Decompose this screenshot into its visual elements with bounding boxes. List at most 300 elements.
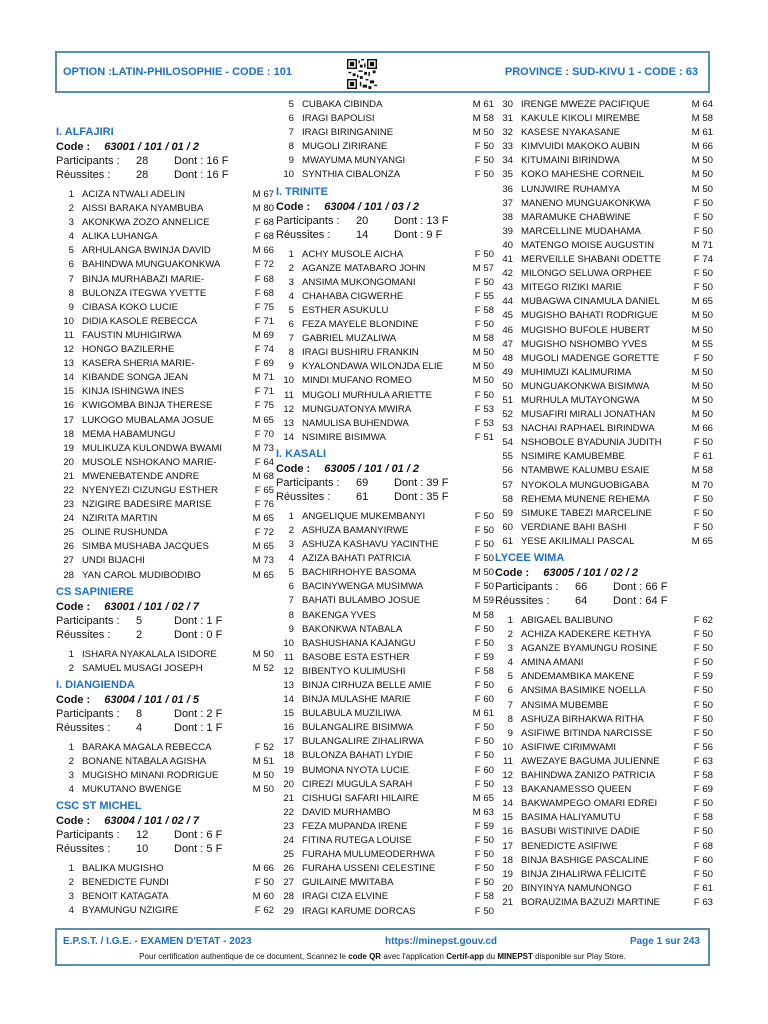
- school-code: [56, 814, 284, 828]
- list-item: [495, 868, 723, 882]
- list-item: [495, 140, 723, 154]
- student-name: MILONGO SELUWA ORPHEE: [521, 268, 652, 280]
- student-name: UNDI BIJACHI: [82, 555, 145, 567]
- student-number: 50: [502, 380, 513, 392]
- student-name: BASUBI WISTINIVE DADIE: [521, 826, 640, 838]
- list-item: [276, 637, 504, 651]
- list-item: [495, 394, 723, 408]
- student-number: 6: [68, 259, 74, 271]
- stat-count: 69: [356, 476, 369, 489]
- student-number: 13: [283, 680, 294, 691]
- code-label: Code :: [495, 567, 530, 579]
- student-number: 6: [288, 319, 294, 331]
- code-value: 63004 / 101 / 01 / 5: [104, 693, 200, 706]
- student-grade: F 50: [693, 282, 713, 294]
- student-name: MUSOLE NSHOKANO MARIE-: [82, 456, 217, 468]
- student-name: BAKENGA YVES: [302, 609, 376, 621]
- student-name: BULANGALIRE BISIMWA: [302, 722, 414, 734]
- student-name: KYALONDAWA WILONJDA ELIE: [302, 361, 443, 373]
- list-item: [56, 498, 284, 512]
- student-number: 30: [502, 99, 513, 110]
- stat-female: Dont : 1 F: [174, 721, 223, 734]
- student-grade: F 50: [474, 319, 494, 331]
- student-name: ESTHER ASUKULU: [302, 304, 389, 316]
- student-name: ANGELIQUE MUKEMBANYI: [302, 510, 426, 522]
- student-grade: F 50: [693, 197, 713, 209]
- list-item: [495, 535, 723, 549]
- list-item: [276, 126, 504, 140]
- school-name: I. DIANGIENDA: [56, 678, 135, 691]
- student-name: BULONZA ITEGWA YVETTE: [82, 287, 207, 299]
- stat-female: Dont : 9 F: [394, 228, 443, 241]
- student-grade: M 65: [691, 535, 713, 547]
- student-name: BUMONA NYOTA LUCIE: [302, 764, 409, 776]
- student-grade: F 50: [693, 507, 713, 519]
- student-number: 8: [507, 713, 513, 725]
- list-item: [495, 239, 723, 253]
- stat-label: Participants :: [56, 707, 120, 720]
- list-item: [56, 442, 284, 456]
- student-grade: M 50: [252, 770, 274, 781]
- student-grade: M 63: [472, 806, 494, 818]
- student-name: MARAMUKE CHABWINE: [521, 211, 631, 223]
- school-code: [276, 200, 504, 214]
- student-grade: M 50: [252, 784, 274, 796]
- student-number: 4: [68, 784, 74, 796]
- list-item: [56, 648, 284, 662]
- list-item: [56, 783, 284, 797]
- student-name: YAN CAROL MUDIBODIBO: [82, 569, 201, 581]
- student-number: 11: [503, 755, 513, 767]
- student-number: 14: [502, 798, 513, 810]
- student-number: 18: [283, 750, 294, 762]
- student-name: BENOIT KATAGATA: [82, 891, 169, 903]
- student-number: 7: [68, 273, 74, 285]
- student-number: 35: [502, 169, 513, 181]
- student-name: BASIMA HALIYAMUTU: [521, 812, 621, 824]
- list-item: [56, 371, 284, 385]
- website-link[interactable]: https://minepst.gouv.cd: [385, 936, 498, 947]
- student-grade: M 65: [252, 569, 274, 581]
- list-item: [495, 493, 723, 507]
- student-number: 22: [283, 806, 294, 818]
- stat-count: 20: [356, 214, 369, 227]
- student-name: NSHOBOLE BYADUNIA JUDITH: [521, 437, 662, 449]
- student-number: 13: [283, 417, 294, 429]
- student-name: ANSIMA MUBEMBE: [521, 699, 609, 711]
- student-grade: M 50: [691, 394, 713, 406]
- student-name: CUBAKA CIBINDA: [302, 99, 383, 110]
- student-number: 1: [507, 615, 513, 626]
- student-number: 7: [288, 595, 294, 607]
- student-grade: F 63: [693, 896, 713, 908]
- student-number: 22: [63, 484, 74, 496]
- list-item: [495, 183, 723, 197]
- student-grade: F 50: [693, 437, 713, 449]
- student-number: 23: [283, 820, 294, 832]
- list-item: [56, 301, 284, 315]
- student-name: MUGISHO MINANI RODRIGUE: [82, 770, 219, 781]
- list-item: [495, 825, 723, 839]
- student-name: MUGISHO BUFOLE HUBERT: [521, 324, 650, 336]
- list-item: [56, 428, 284, 442]
- student-name: NAMULISA BUHENDWA: [302, 417, 409, 429]
- student-name: MITEGO RIZIKI MARIE: [521, 282, 622, 294]
- student-name: DAVID MURHAMBO: [302, 806, 391, 818]
- student-number: 13: [502, 784, 513, 796]
- list-item: [495, 281, 723, 295]
- student-number: 10: [283, 637, 294, 649]
- student-grade: F 68: [254, 217, 274, 229]
- list-item: [276, 806, 504, 820]
- stat-participants: [56, 707, 284, 721]
- student-number: 38: [502, 211, 513, 223]
- student-grade: F 50: [474, 141, 494, 153]
- list-item: [495, 741, 723, 755]
- list-item: [276, 403, 504, 417]
- stat-label: Réussites :: [56, 628, 111, 641]
- list-item: [276, 609, 504, 623]
- code-label: Code :: [276, 462, 311, 475]
- student-grade: F 59: [474, 820, 494, 832]
- stat-label: Réussites :: [56, 169, 111, 181]
- student-number: 23: [63, 499, 74, 511]
- list-item: [495, 380, 723, 394]
- list-item: [495, 154, 723, 168]
- student-grade: F 59: [474, 651, 494, 663]
- student-grade: M 50: [691, 380, 713, 392]
- list-item: [56, 904, 284, 918]
- list-item: [495, 309, 723, 323]
- student-name: ACHY MUSOLE AICHA: [302, 248, 404, 260]
- school-name: CSC ST MICHEL: [56, 800, 142, 813]
- student-name: BAHATI BULAMBO JOSUE: [302, 595, 421, 607]
- student-name: NSIMIRE KAMUBEMBE: [521, 451, 625, 463]
- column-1: [56, 123, 284, 919]
- list-item: [495, 507, 723, 521]
- student-name: MUGOLI ZIRIRANE: [302, 141, 388, 153]
- student-grade: M 68: [252, 470, 274, 482]
- student-number: 8: [288, 347, 294, 359]
- student-name: MWENEBATENDE ANDRE: [82, 470, 200, 482]
- student-grade: F 50: [693, 868, 713, 880]
- stat-reussites: [56, 721, 284, 735]
- list-item: [495, 656, 723, 670]
- student-grade: M 61: [472, 99, 494, 110]
- student-name: HONGO BAZILERHE: [82, 344, 175, 356]
- stat-female: Dont : 2 F: [174, 707, 223, 720]
- student-name: ARHULANGA BWINJA DAVID: [82, 245, 211, 257]
- code-value: 63004 / 101 / 03 / 2: [324, 200, 420, 213]
- student-number: 48: [502, 352, 513, 364]
- student-grade: F 58: [474, 304, 494, 316]
- list-item: [495, 225, 723, 239]
- list-item: [495, 769, 723, 783]
- list-item: [56, 287, 284, 301]
- stat-female: Dont : 6 F: [174, 829, 223, 842]
- student-grade: M 58: [691, 113, 713, 125]
- student-name: AGANZE MATABARO JOHN: [302, 262, 426, 274]
- list-item: [276, 848, 504, 862]
- list-item: [276, 890, 504, 904]
- stat-female: Dont : 39 F: [394, 476, 449, 489]
- list-item: [276, 566, 504, 580]
- list-item: [495, 811, 723, 825]
- student-grade: F 53: [474, 417, 494, 429]
- province-title: PROVINCE : SUD-KIVU 1 - CODE : 63: [504, 66, 698, 78]
- student-name: ASIFIWE BITINDA NARCISSE: [521, 727, 653, 739]
- list-item: [276, 510, 504, 524]
- student-name: BASHUSHANA KAJANGU: [302, 637, 416, 649]
- student-grade: M 65: [252, 414, 274, 426]
- student-number: 27: [63, 555, 74, 567]
- student-grade: F 61: [693, 451, 713, 463]
- student-grade: F 50: [474, 750, 494, 762]
- list-item: [276, 778, 504, 792]
- student-name: KWIGOMBA BINJA THERESE: [82, 400, 213, 412]
- student-name: VERDIANE BAHI BASHI: [521, 521, 627, 533]
- student-number: 1: [288, 510, 294, 522]
- list-item: [56, 862, 284, 876]
- student-grade: F 50: [474, 581, 494, 593]
- student-number: 25: [283, 849, 294, 861]
- stat-count: 8: [136, 707, 143, 720]
- student-number: 5: [288, 99, 294, 110]
- student-name: FITINA RUTEGA LOUISE: [302, 835, 412, 847]
- student-number: 9: [288, 361, 294, 373]
- list-item: [276, 623, 504, 637]
- student-number: 5: [288, 304, 294, 316]
- student-number: 26: [63, 541, 74, 553]
- stat-count: 10: [136, 843, 149, 856]
- student-number: 43: [502, 282, 513, 294]
- student-grade: F 50: [693, 699, 713, 711]
- student-name: ALIKA LUHANGA: [82, 231, 158, 243]
- list-item: [276, 360, 504, 374]
- student-number: 13: [63, 358, 74, 370]
- student-number: 53: [502, 423, 513, 435]
- list-item: [56, 540, 284, 554]
- student-name: MUGISHO BAHATI RODRIGUE: [521, 310, 658, 322]
- code-value: 63005 / 101 / 01 / 2: [324, 462, 420, 475]
- student-grade: F 75: [254, 400, 274, 412]
- stat-female: Dont : 64 F: [613, 595, 668, 607]
- list-item: [276, 594, 504, 608]
- stat-label: Participants :: [276, 214, 340, 227]
- student-name: MARCELLINE MUDAHAMA: [521, 225, 641, 237]
- student-name: MERVEILLE SHABANI ODETTE: [521, 254, 662, 266]
- student-number: 37: [502, 197, 513, 209]
- student-name: ANSIMA MUKONGOMANI: [302, 276, 416, 288]
- student-number: 7: [288, 127, 294, 139]
- student-grade: M 61: [472, 708, 494, 720]
- student-grade: F 50: [693, 225, 713, 237]
- stat-count: 28: [136, 169, 149, 181]
- student-name: MINDI MUFANO ROMEO: [302, 375, 412, 387]
- list-item: [276, 876, 504, 890]
- student-grade: F 72: [254, 259, 274, 271]
- student-number: 12: [283, 665, 294, 677]
- student-number: 12: [63, 344, 74, 356]
- list-item: [276, 764, 504, 778]
- student-name: ACHIZA KADEKERE KETHYA: [521, 629, 651, 641]
- student-grade: M 73: [252, 555, 274, 567]
- list-item: [276, 792, 504, 806]
- student-grade: F 60: [693, 854, 713, 866]
- student-number: 9: [507, 727, 513, 739]
- student-number: 46: [502, 324, 513, 336]
- student-name: BORAUZIMA BAZUZI MARTINE: [521, 896, 660, 908]
- list-item: [276, 524, 504, 538]
- list-item: [56, 273, 284, 287]
- list-item: [276, 905, 504, 919]
- list-item: [56, 258, 284, 272]
- list-item: [56, 188, 284, 202]
- student-number: 54: [502, 437, 513, 449]
- student-name: MEMA HABAMUNGU: [82, 428, 176, 440]
- student-number: 21: [283, 792, 294, 804]
- student-number: 2: [68, 662, 74, 674]
- student-grade: M 71: [252, 372, 274, 384]
- list-item: [56, 755, 284, 769]
- student-grade: M 60: [252, 891, 274, 903]
- list-item: [495, 614, 723, 628]
- student-number: 39: [502, 225, 513, 237]
- student-grade: M 66: [252, 245, 274, 257]
- student-name: MUSAFIRI MIRALI JONATHAN: [521, 409, 656, 421]
- student-name: MUKUTANO BWENGE: [82, 784, 182, 796]
- list-item: [56, 876, 284, 890]
- school-name: I. TRINITE: [276, 185, 328, 198]
- exam-label: E.P.S.T. / I.G.E. - EXAMEN D'ETAT - 2023: [63, 936, 252, 947]
- student-grade: F 50: [474, 389, 494, 401]
- student-number: 15: [63, 386, 74, 398]
- list-item: [495, 783, 723, 797]
- student-number: 51: [502, 394, 513, 406]
- school-code: [276, 462, 504, 476]
- student-grade: M 50: [691, 183, 713, 195]
- list-item: [276, 820, 504, 834]
- list-item: [276, 749, 504, 763]
- list-item: [56, 470, 284, 484]
- student-name: IRAGI BIRINGANINE: [302, 127, 394, 139]
- student-grade: F 68: [693, 840, 713, 852]
- list-item: [276, 834, 504, 848]
- student-name: MUHIMUZI KALIMURIMA: [521, 366, 632, 378]
- list-item: [56, 741, 284, 755]
- student-name: NACHAI RAPHAEL BIRINDWA: [521, 423, 655, 435]
- list-item: [495, 882, 723, 896]
- code-value: 63005 / 101 / 02 / 2: [543, 567, 639, 579]
- list-item: [56, 569, 284, 583]
- student-name: BAKWAMPEGO OMARI EDREI: [521, 798, 658, 810]
- student-name: NZIRITA MARTIN: [82, 513, 158, 525]
- stat-label: Participants :: [56, 614, 120, 627]
- student-grade: F 60: [474, 694, 494, 706]
- list-item: [276, 154, 504, 168]
- student-grade: F 50: [474, 680, 494, 691]
- code-label: Code :: [56, 141, 91, 153]
- student-name: BINJA CIRHUZA BELLE AMIE: [302, 680, 432, 691]
- stat-reussites: [56, 628, 284, 642]
- student-name: FURAHA MULUMEODERHWA: [302, 849, 435, 861]
- student-number: 8: [288, 141, 294, 153]
- student-name: BIBENTYO KULIMUSHI: [302, 665, 406, 677]
- student-number: 5: [288, 567, 294, 579]
- student-number: 6: [288, 113, 294, 125]
- student-grade: F 50: [474, 736, 494, 748]
- student-number: 3: [68, 770, 74, 781]
- student-grade: F 56: [693, 741, 713, 753]
- list-item: [56, 414, 284, 428]
- student-grade: F 53: [474, 403, 494, 415]
- student-grade: M 58: [472, 113, 494, 125]
- list-item: [56, 484, 284, 498]
- student-name: SIMUKE TABEZI MARCELINE: [521, 507, 652, 519]
- list-item: [276, 431, 504, 445]
- student-name: NYOKOLA MUNGUOBIGABA: [521, 479, 649, 491]
- student-number: 59: [502, 507, 513, 519]
- student-name: CISHUGI SAFARI HILAIRE: [302, 792, 419, 804]
- list-item: [495, 755, 723, 769]
- list-item: [495, 211, 723, 225]
- school-code: [56, 600, 284, 614]
- student-number: 4: [288, 290, 294, 302]
- student-number: 20: [502, 882, 513, 894]
- code-label: Code :: [56, 600, 91, 613]
- student-name: BAKONKWA NTABALA: [302, 623, 403, 635]
- column-2: [276, 98, 504, 919]
- list-item: [495, 797, 723, 811]
- student-number: 29: [283, 905, 294, 917]
- list-item: [276, 389, 504, 403]
- student-number: 3: [68, 891, 74, 903]
- stat-participants: [495, 580, 723, 594]
- student-name: ACIZA NTWALI ADELIN: [82, 189, 186, 200]
- student-number: 33: [502, 141, 513, 153]
- page-header: [55, 51, 710, 93]
- student-name: BACINYWENGA MUSIMWA: [302, 581, 424, 593]
- student-number: 57: [502, 479, 513, 491]
- list-item: [276, 693, 504, 707]
- student-number: 32: [502, 127, 513, 139]
- list-item: [56, 890, 284, 904]
- stat-count: 61: [356, 490, 369, 503]
- stat-female: Dont : 1 F: [174, 614, 223, 627]
- student-number: 17: [283, 736, 294, 748]
- student-grade: F 65: [254, 484, 274, 496]
- student-name: LUKOGO MUBALAMA JOSUE: [82, 414, 214, 426]
- student-name: FEZA MUPANDA IRENE: [302, 820, 408, 832]
- student-name: CIBASA KOKO LUCIE: [82, 301, 178, 313]
- student-grade: M 50: [472, 375, 494, 387]
- student-name: KOKO MAHESHE CORNEIL: [521, 169, 645, 181]
- student-number: 25: [63, 527, 74, 539]
- list-item: [276, 580, 504, 594]
- list-item: [56, 343, 284, 357]
- list-item: [495, 896, 723, 910]
- student-grade: M 57: [472, 262, 494, 274]
- student-name: KIBANDE SONGA JEAN: [82, 372, 189, 384]
- student-number: 55: [502, 451, 513, 463]
- stat-label: Réussites :: [56, 721, 111, 734]
- list-item: [276, 721, 504, 735]
- code-value: 63004 / 101 / 02 / 7: [104, 815, 200, 828]
- student-grade: F 75: [254, 301, 274, 313]
- student-name: ISHARA NYAKALALA ISIDORE: [82, 648, 217, 660]
- student-name: AZIZA BAHATI PATRICIA: [302, 553, 411, 565]
- student-grade: M 59: [472, 595, 494, 607]
